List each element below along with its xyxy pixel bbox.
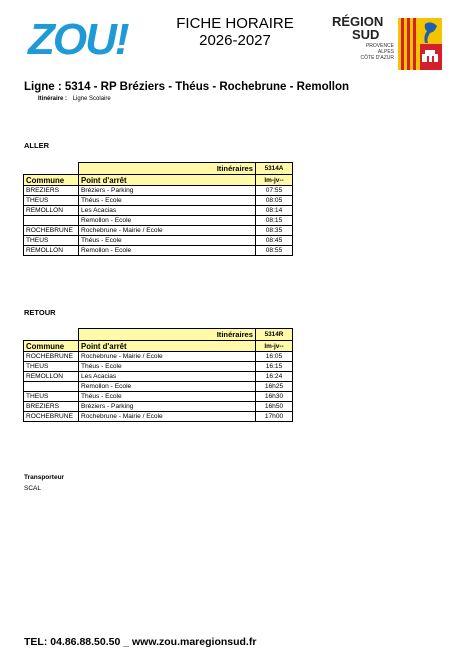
- zou-logo: [26, 16, 150, 58]
- itinerary-value: Ligne Scolaire: [72, 96, 111, 102]
- aller-route-code: 5314A: [256, 163, 293, 175]
- time-cell: 08:14: [256, 206, 293, 216]
- retour-col-commune: Commune: [24, 341, 79, 352]
- table-row: [24, 382, 293, 392]
- stop-cell: Les Acacias: [79, 206, 256, 216]
- retour-section-title: RETOUR: [24, 308, 56, 317]
- table-row: [24, 352, 293, 362]
- region-logo-line-5: CÔTE D'AZUR: [360, 55, 394, 61]
- stop-cell: Rochebrune - Mairie / Ecole: [79, 352, 256, 362]
- commune-cell: THEUS: [24, 236, 79, 246]
- sheet-title: [160, 15, 310, 49]
- aller-timetable: [23, 162, 293, 256]
- table-row: [24, 372, 293, 382]
- commune-cell: [24, 216, 79, 226]
- time-cell: 17h00: [256, 412, 293, 422]
- region-logo-line-2: SUD: [352, 27, 380, 42]
- table-row: [24, 236, 293, 246]
- stop-cell: Rochebrune - Mairie / Ecole: [79, 226, 256, 236]
- stop-cell: Les Acacias: [79, 372, 256, 382]
- commune-cell: ROCHEBRUNE: [24, 352, 79, 362]
- commune-cell: THEUS: [24, 196, 79, 206]
- table-row: [24, 216, 293, 226]
- title-line-1: FICHE HORAIRE: [176, 15, 294, 32]
- region-logo-line-4: ALPES: [377, 49, 394, 55]
- region-sud-logo: [330, 14, 445, 70]
- stop-cell: Remollon - Ecole: [79, 246, 256, 256]
- time-cell: 07:55: [256, 186, 293, 196]
- time-cell: 08:45: [256, 236, 293, 246]
- transporteur-name: SCAL: [24, 485, 41, 492]
- line-title: Ligne : 5314 - RP Bréziers - Théus - Rochebrune - Remollon: [24, 81, 350, 93]
- stop-cell: Théus - Ecole: [79, 392, 256, 402]
- retour-col-stop: Point d'arrêt: [79, 341, 256, 352]
- stop-cell: Théus - Ecole: [79, 196, 256, 206]
- table-row: [24, 362, 293, 372]
- table-row: [24, 402, 293, 412]
- time-cell: 16:24: [256, 372, 293, 382]
- table-row: [24, 412, 293, 422]
- stop-cell: Bréziers - Parking: [79, 402, 256, 412]
- time-cell: 08:55: [256, 246, 293, 256]
- table-row: [24, 196, 293, 206]
- table-row: [24, 226, 293, 236]
- commune-cell: BREZIERS: [24, 186, 79, 196]
- commune-cell: REMOLLON: [24, 372, 79, 382]
- region-coat-of-arms-icon: [398, 18, 442, 70]
- commune-cell: [24, 382, 79, 392]
- footer-contact: TEL: 04.86.88.50.50 _ www.zou.maregionsud.fr: [24, 636, 257, 648]
- stop-cell: Théus - Ecole: [79, 362, 256, 372]
- time-cell: 16:05: [256, 352, 293, 362]
- time-cell: 16h25: [256, 382, 293, 392]
- itinerary-label: Itinéraire :: [38, 96, 68, 102]
- time-cell: 16:15: [256, 362, 293, 372]
- time-cell: 16h50: [256, 402, 293, 412]
- stop-cell: Bréziers - Parking: [79, 186, 256, 196]
- aller-itineraries-label: Itinéraires: [79, 163, 256, 175]
- stop-cell: Remollon - Ecole: [79, 216, 256, 226]
- table-row: [24, 246, 293, 256]
- region-logo-line-1: RÉGION: [332, 14, 384, 29]
- itinerary-row: [38, 96, 111, 102]
- aller-col-commune: Commune: [24, 175, 79, 186]
- commune-cell: ROCHEBRUNE: [24, 412, 79, 422]
- retour-route-code: 5314R: [256, 329, 293, 341]
- table-row: [24, 206, 293, 216]
- commune-cell: THEUS: [24, 392, 79, 402]
- zou-logo-text: ZOU!: [28, 16, 128, 58]
- table-row: [24, 392, 293, 402]
- time-cell: 08:05: [256, 196, 293, 206]
- time-cell: 08:15: [256, 216, 293, 226]
- time-cell: 08:35: [256, 226, 293, 236]
- stop-cell: Théus - Ecole: [79, 236, 256, 246]
- stop-cell: Rochebrune - Mairie / Ecole: [79, 412, 256, 422]
- commune-cell: BREZIERS: [24, 402, 79, 412]
- aller-col-stop: Point d'arrêt: [79, 175, 256, 186]
- commune-cell: REMOLLON: [24, 246, 79, 256]
- aller-days: lm-jv--: [256, 175, 293, 186]
- table-row: [24, 186, 293, 196]
- aller-section-title: ALLER: [24, 141, 49, 150]
- stop-cell: Remollon - Ecole: [79, 382, 256, 392]
- commune-cell: ROCHEBRUNE: [24, 226, 79, 236]
- retour-days: lm-jv--: [256, 341, 293, 352]
- retour-itineraries-label: Itinéraires: [79, 329, 256, 341]
- time-cell: 16h30: [256, 392, 293, 402]
- retour-timetable: [23, 328, 293, 422]
- title-line-2: 2026-2027: [199, 32, 271, 49]
- commune-cell: REMOLLON: [24, 206, 79, 216]
- region-logo-line-3: PROVENCE: [365, 43, 394, 49]
- transporteur-label: Transporteur: [24, 474, 65, 481]
- commune-cell: THEUS: [24, 362, 79, 372]
